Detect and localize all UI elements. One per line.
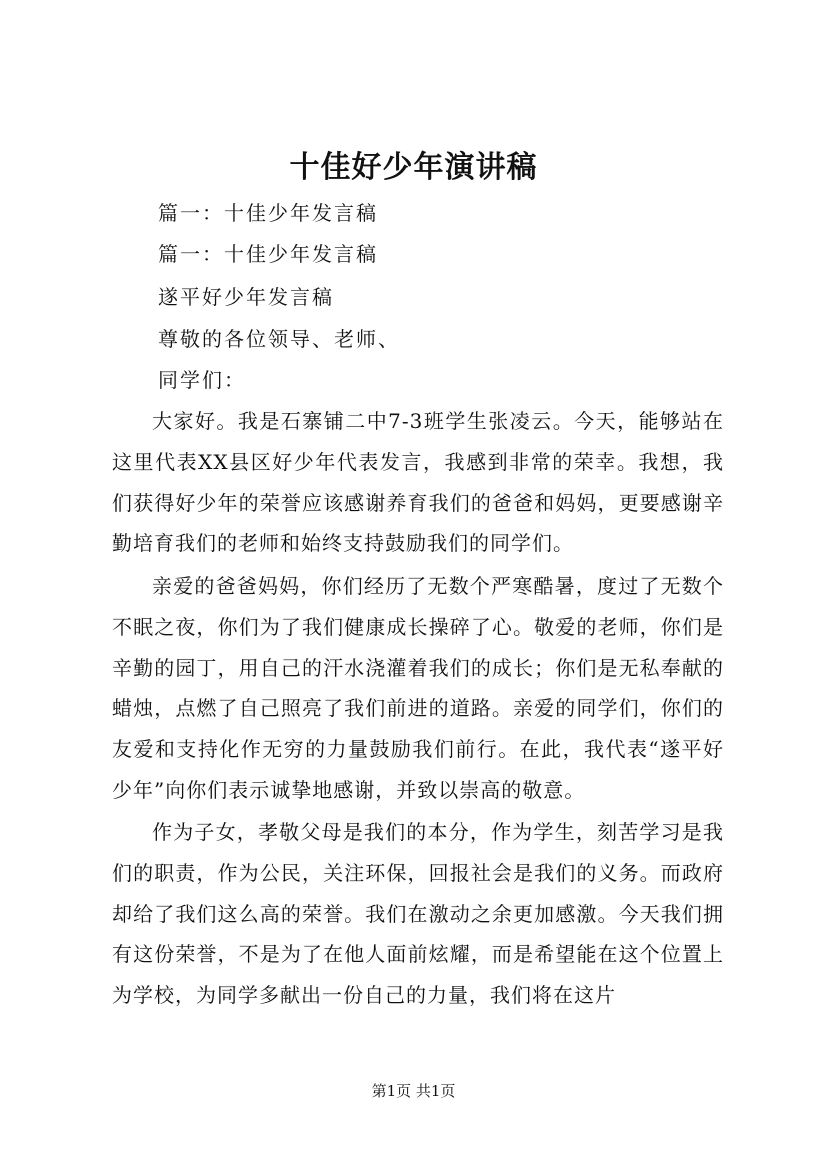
heading-line-3: 遂平好少年发言稿 [158,285,334,309]
paragraph-2: 亲爱的爸爸妈妈，你们经历了无数个严寒酷暑，度过了无数个不眠之夜，你们为了我们健康成长操碎了心。敬爱的老师，你们是辛勤的园丁，用自己的汗水浇灌着我们的成长；你们是无私奉献的蜡烛，点燃了自己照亮了我们前进的道路。亲爱的同学们，你们的友爱和支持化作无穷的力量鼓励我们前行。在此，我代表“遂平好少年”向你们表示诚挚地感谢，并致以崇高的敬意。 [112,574,724,802]
salutation-line-1: 尊敬的各位领导、老师、 [158,327,400,351]
document-title: 十佳好少年演讲稿 [289,150,538,185]
heading-line-1: 篇一：十佳少年发言稿 [158,201,378,225]
page-footer: 第1页 共1页 [371,1082,456,1100]
heading-line-2: 篇一：十佳少年发言稿 [158,242,378,266]
salutation-line-2: 同学们： [158,368,246,392]
paragraph-3: 作为子女，孝敬父母是我们的本分，作为学生，刻苦学习是我们的职责，作为公民，关注环保，回报社会是我们的义务。而政府却给了我们这么高的荣誉。我们在激动之余更加感激。今天我们拥有这份荣誉，不是为了在他人面前炫耀，而是希望能在这个位置上为学校，为同学多献出一份自己的力量，我们将在这片 [112,820,724,1008]
paragraph-1: 大家好。我是石寨铺二中7-3班学生张凌云。今天，能够站在这里代表XX县区好少年代表发言，我感到非常的荣幸。我想，我们获得好少年的荣誉应该感谢养育我们的爸爸和妈妈，更要感谢辛勤培育我们的老师和始终支持鼓励我们的同学们。 [112,409,724,556]
